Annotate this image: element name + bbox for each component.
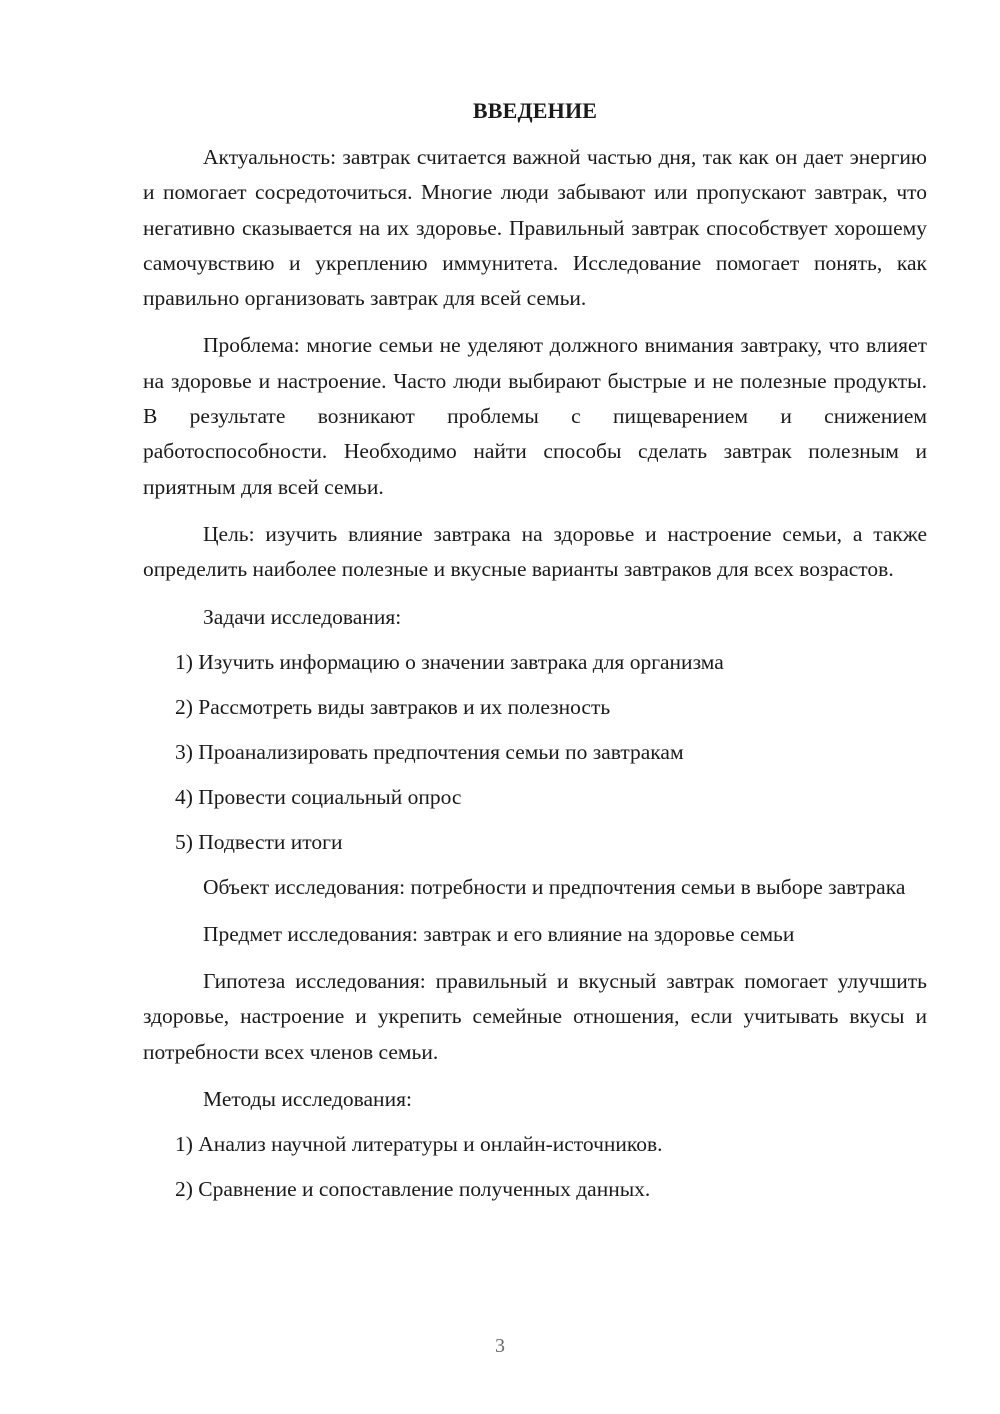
task-item-3: 3) Проанализировать предпочтения семьи по завтракам: [175, 739, 684, 764]
method-item-1: 1) Анализ научной литературы и онлайн-источников.: [175, 1132, 663, 1157]
subject-paragraph: Предмет исследования: завтрак и его влияние на здоровье семьи: [203, 921, 795, 946]
goal-paragraph: Цель: изучить влияние завтрака на здоровье и настроение семьи, а также определить наиболее полезные и вкусные варианты завтраков для всех возрастов.: [143, 521, 927, 582]
page-content: [143, 96, 927, 1217]
page-number: 3: [495, 1335, 505, 1357]
method-item-2: 2) Сравнение и сопоставление полученных данных.: [175, 1177, 651, 1202]
problem-paragraph: Проблема: многие семьи не уделяют должного внимания завтраку, что влияет на здоровье и настроение. Часто люди выбирают быстрые и не полезные продукты. В результате возникают проблемы с пищеварением и снижением работоспособности. Необходимо найти способы сделать завтрак полезным и приятным для всей семьи.: [143, 333, 927, 499]
section-heading: ВВЕДЕНИЕ: [472, 98, 598, 123]
methods-title: Методы исследования:: [203, 1087, 412, 1112]
task-item-5: 5) Подвести итоги: [175, 829, 343, 854]
task-item-1: 1) Изучить информацию о значении завтрака для организма: [175, 649, 724, 674]
task-item-2: 2) Рассмотреть виды завтраков и их полезность: [175, 694, 611, 719]
task-item-4: 4) Провести социальный опрос: [175, 784, 462, 809]
hypothesis-paragraph: Гипотеза исследования: правильный и вкусный завтрак помогает улучшить здоровье, настроение и укрепить семейные отношения, если учитывать вкусы и потребности всех членов семьи.: [143, 969, 927, 1064]
relevance-paragraph: Актуальность: завтрак считается важной частью дня, так как он дает энергию и помогает сосредоточиться. Многие люди забывают или пропускают завтрак, что негативно сказывается на их здоровье. Правильный завтрак способствует хорошему самочувствию и укреплению иммунитета. Исследование помогает понять, как правильно организовать завтрак для всей семьи.: [143, 145, 927, 311]
tasks-title: Задачи исследования:: [203, 604, 402, 629]
object-paragraph: Объект исследования: потребности и предпочтения семьи в выборе завтрака: [203, 874, 906, 899]
